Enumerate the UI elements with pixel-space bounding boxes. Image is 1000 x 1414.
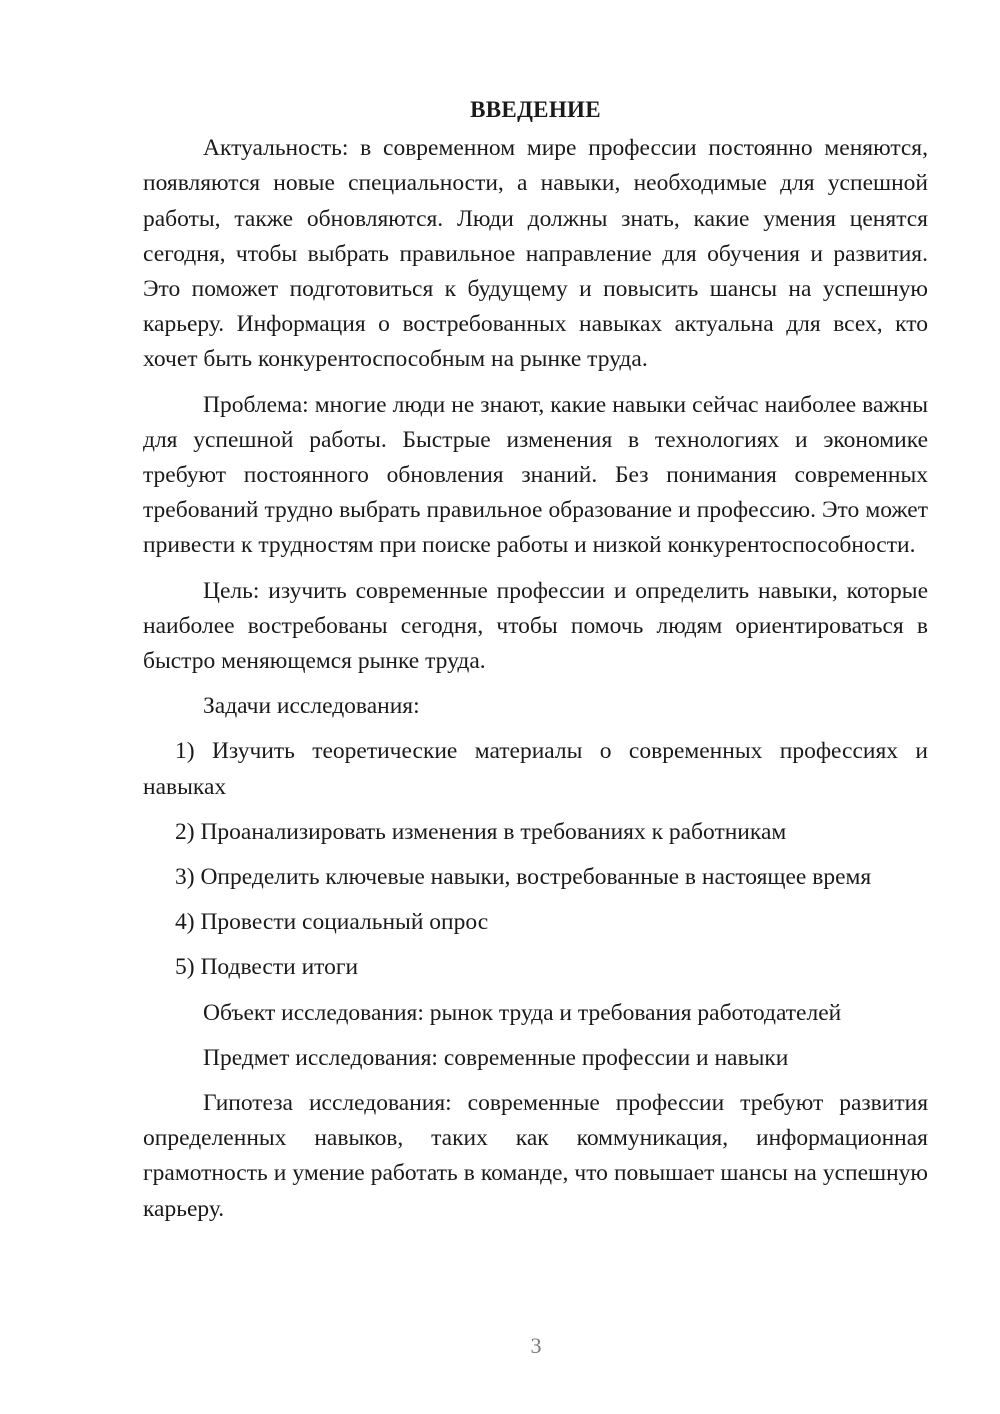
list-item: 5) Подвести итоги [175,954,359,981]
tasks-heading: Задачи исследования: [203,693,420,720]
page-number: 3 [530,1333,542,1358]
paragraph-subject: Предмет исследования: современные профессии и навыки [203,1044,789,1071]
paragraph-problem: Проблема: многие люди не знают, какие навыки сейчас наиболее важны для успешной работы. Быстрые изменения в технологиях и экономике требуют постоянного обновления знаний. Без понимания современных требований трудно выбрать правильное образование и профессию. Это может привести к трудностям при поиске работы и низкой конкурентоспособности. [143,391,928,559]
paragraph-relevance: Актуальность: в современном мире профессии постоянно меняются, появляются новые специальности, а навыки, необходимые для успешной работы, также обновляются. Люди должны знать, какие умения ценятся сегодня, чтобы выбрать правильное направление для обучения и развития. Это поможет подготовиться к будущему и повысить шансы на успешную карьеру. Информация о востребованных навыках актуальна для всех, кто хочет быть конкурентоспособным на рынке труда. [143,135,928,373]
paragraph-object: Объект исследования: рынок труда и требования работодателей [203,999,842,1026]
paragraph-goal: Цель: изучить современные профессии и определить навыки, которые наиболее востребованы сегодня, чтобы помочь людям ориентироваться в быстро меняющемся рынке труда. [143,577,928,675]
list-item: 4) Провести социальный опрос [175,909,489,936]
list-item: 1) Изучить теоретические материалы о современных профессиях и навыках [143,738,928,800]
page-title: ВВЕДЕНИЕ [470,97,601,122]
tasks-list [143,734,928,985]
list-item: 3) Определить ключевые навыки, востребованные в настоящее время [175,864,872,891]
page-content [143,92,928,1237]
list-item: 2) Проанализировать изменения в требованиях к работникам [175,818,787,845]
paragraph-hypothesis: Гипотеза исследования: современные профессии требуют развития определенных навыков, таких как коммуникация, информационная грамотность и умение работать в команде, что повышает шансы на успешную карьеру. [143,1090,928,1222]
